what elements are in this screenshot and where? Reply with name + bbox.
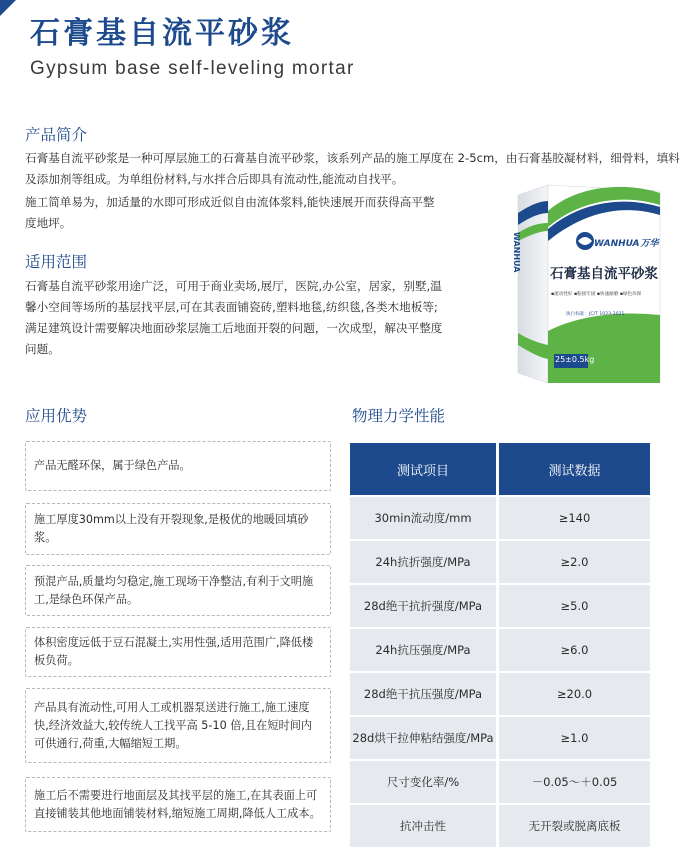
table-row — [350, 629, 650, 671]
intro-paragraph-1: 石膏基自流平砂浆是一种可厚层施工的石膏基自流平砂浆，该系列产品的施工厚度在 2-5cm，由石膏基胶凝材料，细骨料，填料及添加剂等组成。为单组份材料,与水拌合后即具有流动性,能流动自找平。 — [25, 151, 680, 186]
table-row — [350, 673, 650, 715]
table-header-row — [350, 443, 650, 495]
scope-heading: 适用范围 — [25, 253, 88, 271]
product-bag-image — [510, 183, 662, 383]
property-name: 28d烘干拉伸粘结强度/MPa — [350, 717, 499, 759]
table-row — [350, 497, 650, 539]
bag-product-name: 石膏基自流平砂浆 — [550, 266, 658, 282]
property-value: ≥1.0 — [499, 717, 650, 759]
scope-paragraph-2: 满足建筑设计需要解决地面砂浆层施工后地面开裂的问题，一次成型，解决平整度问题。 — [25, 321, 443, 356]
page-subtitle: Gypsum base self-leveling mortar — [30, 58, 355, 79]
property-value: －0.05～＋0.05 — [499, 761, 650, 803]
intro-text-2 — [25, 192, 445, 234]
property-value: ≥140 — [499, 497, 650, 539]
table-row — [350, 761, 650, 803]
table-row — [350, 585, 650, 627]
property-value: ≥5.0 — [499, 585, 650, 627]
bag-weight: 25±0.5kg — [555, 355, 595, 364]
table-row — [350, 717, 650, 759]
advantage-item: 体积密度远低于豆石混凝土,实用性强,适用范围广,降低楼板负荷。 — [25, 627, 331, 677]
bag-features: ▪流动性好 ▪粘接牢固 ▪快速耐磨 ▪绿色环保 — [551, 292, 642, 297]
advantage-item: 产品具有流动性,可用人工或机器泵送进行施工,施工速度快,经济效益大,较传统人工找平高 5-10 倍,且在短时间内可供通行,荷重,大幅缩短工期。 — [25, 688, 331, 763]
property-name: 28d绝干抗折强度/MPa — [350, 585, 499, 627]
advantage-item: 预混产品,质量均匀稳定,施工现场干净整洁,有利于文明施工,是绿色环保产品。 — [25, 565, 331, 616]
property-name: 尺寸变化率/% — [350, 761, 499, 803]
bag-standard: 执行标准：JC/T 1023-2021 — [566, 312, 625, 317]
corner-decoration — [0, 0, 16, 16]
property-value: 无开裂或脱离底板 — [499, 805, 650, 847]
scope-paragraph-1: 石膏基自流平砂浆用途广泛，可用于商业卖场,展厅，医院,办公室，居家，别墅,温馨小空间等场所的基层找平层,可在其表面铺瓷砖,塑料地毯,纺织毯,各类木地板等; — [25, 279, 442, 314]
property-name: 抗冲击性 — [350, 805, 499, 847]
page-title: 石膏基自流平砂浆 — [30, 16, 294, 51]
bag-brand-cn: 万华 — [640, 239, 659, 249]
properties-heading: 物理力学性能 — [352, 407, 446, 425]
property-name: 24h抗折强度/MPa — [350, 541, 499, 583]
advantage-item: 施工厚度30mm以上没有开裂现象,是极优的地暖回填砂浆。 — [25, 503, 331, 555]
property-name: 24h抗压强度/MPa — [350, 629, 499, 671]
column-header-value: 测试数据 — [499, 443, 650, 495]
table-row — [350, 541, 650, 583]
property-value: ≥6.0 — [499, 629, 650, 671]
advantages-heading: 应用优势 — [25, 407, 88, 425]
property-value: ≥20.0 — [499, 673, 650, 715]
scope-text — [25, 276, 453, 360]
bag-brand: WANHUA — [594, 239, 640, 249]
intro-heading: 产品简介 — [25, 126, 88, 144]
intro-paragraph-2: 施工简单易为，加适量的水即可形成近似自由流体浆料,能快速展开而获得高平整度地坪。 — [25, 195, 435, 230]
advantage-item: 施工后不需要进行地面层及其找平层的施工,在其表面上可直接铺装其他地面铺装材料,缩短施工周期,降低人工成本。 — [25, 777, 331, 832]
properties-table — [350, 441, 650, 849]
column-header-item: 测试项目 — [350, 443, 499, 495]
property-name: 30min流动度/mm — [350, 497, 499, 539]
table-row — [350, 805, 650, 847]
property-name: 28d绝干抗压强度/MPa — [350, 673, 499, 715]
property-value: ≥2.0 — [499, 541, 650, 583]
advantage-item: 产品无醛环保，属于绿色产品。 — [25, 441, 331, 491]
bag-side-brand: WANHUA — [512, 232, 521, 273]
